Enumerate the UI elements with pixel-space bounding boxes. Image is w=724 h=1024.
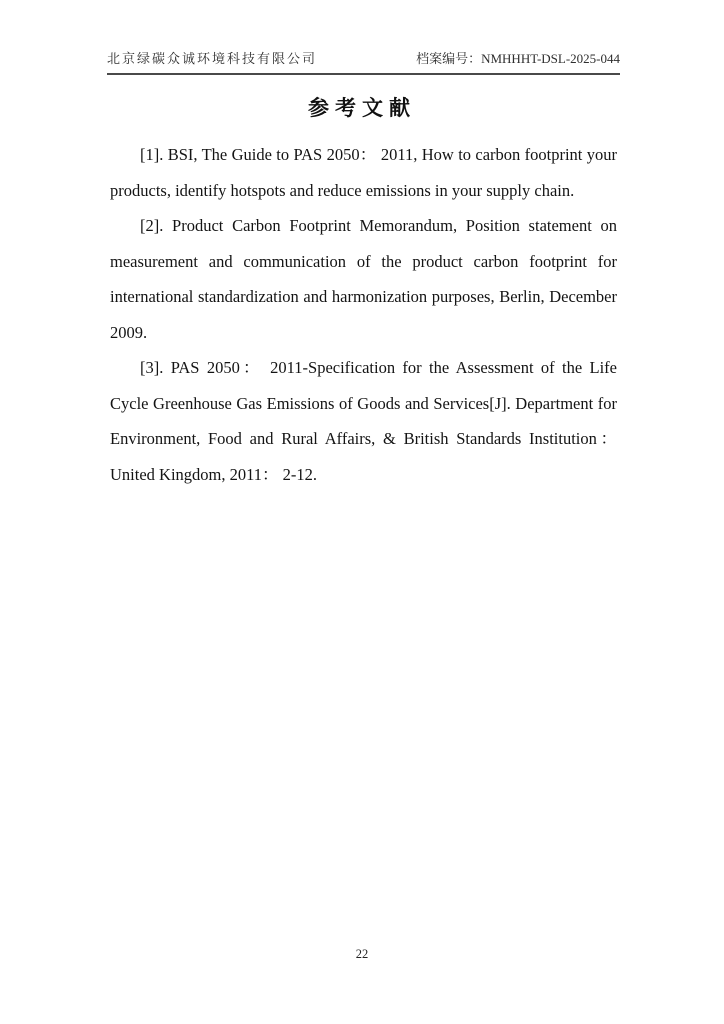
- doc-number-value: NMHHHT-DSL-2025-044: [481, 51, 620, 66]
- header-doc-number-group: [416, 48, 620, 67]
- reference-item-2: [2]. Product Carbon Footprint Memorandum, Position statement on measurement and communication of the product carbon footprint for international standardization and harmonization purposes, Berlin, December 2009.: [110, 216, 617, 342]
- page-header: [107, 48, 620, 75]
- reference-item-1: [1]. BSI, The Guide to PAS 2050： 2011, How to carbon footprint your products, identify hotspots and reduce emissions in your supply chain.: [110, 145, 617, 200]
- references-section: [110, 137, 617, 492]
- reference-item-3: [3]. PAS 2050： 2011-Specification for the Assessment of the Life Cycle Greenhouse Gas Emissions of Goods and Services[J]. Department for Environment, Food and Rural Affairs, & British Standards Institution： United Kingdom, 2011： 2-12.: [110, 358, 617, 484]
- page-title: 参考文献: [308, 96, 416, 120]
- header-company-name: 北京绿碳众诚环境科技有限公司: [107, 51, 318, 66]
- page-number: 22: [355, 947, 369, 961]
- doc-number-label: 档案编号：: [416, 51, 482, 66]
